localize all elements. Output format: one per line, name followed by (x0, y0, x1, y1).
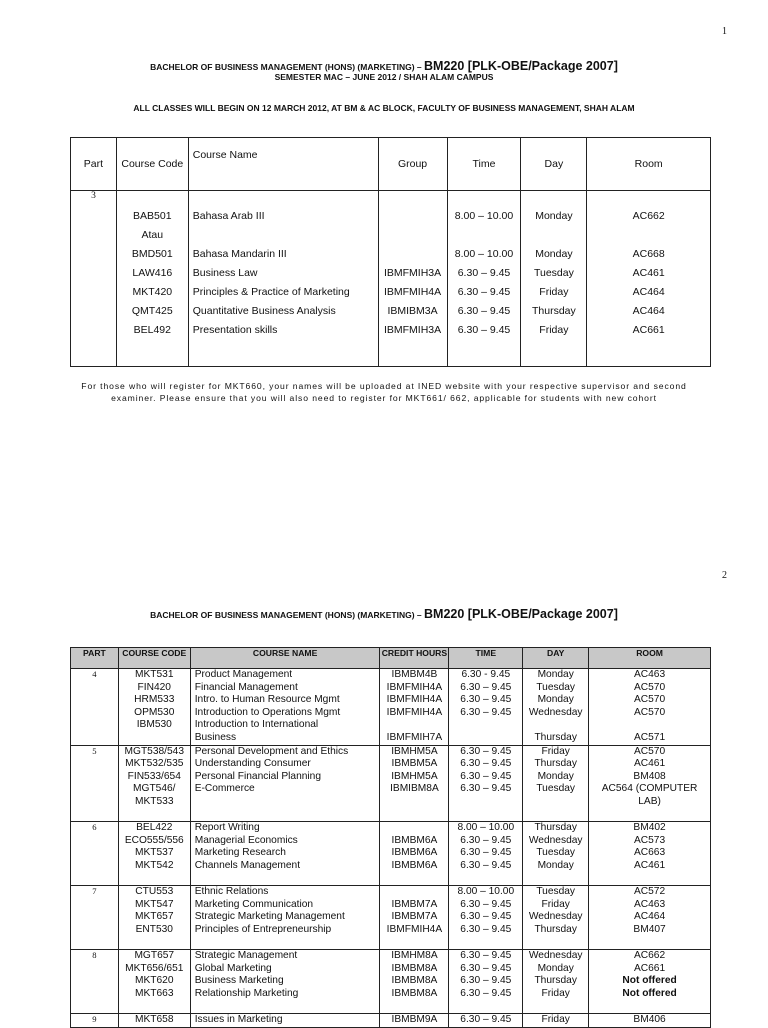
cell-line (380, 822, 448, 835)
cell-line: BM408 (633, 770, 666, 782)
time-cell (449, 886, 522, 949)
cell-line: 6.30 – 9.45 (460, 834, 512, 846)
cell-line: Product Management (194, 669, 293, 680)
cell-line: Friday (541, 1014, 570, 1026)
header-group: Group (378, 138, 447, 191)
header-time: Time (447, 138, 521, 191)
cell-line: MGT538/543 (124, 745, 184, 757)
cell-line: Strategic Management (194, 950, 298, 962)
cell-line: Not offered (622, 975, 677, 987)
cell-line: IBMBM9A (391, 1014, 438, 1026)
cell-line (449, 1000, 522, 1013)
cell-line: Business (194, 731, 237, 743)
cell-line: Friday (539, 324, 569, 336)
cell-line: AC572 (633, 886, 666, 898)
cell-line: MKT532/535 (125, 758, 184, 770)
cell-line: AC663 (633, 847, 666, 859)
cell-line: Bahasa Arab III (192, 210, 265, 222)
cell-line: IBMHM5A (391, 770, 438, 782)
header-day: Day (521, 138, 587, 191)
cell-line: FIN533/654 (127, 770, 181, 782)
cell-line: Relationship Marketing (194, 987, 299, 999)
course-name-column (193, 191, 378, 340)
cell-line: Friday (541, 987, 570, 999)
cell-line: MKT531 (135, 669, 174, 680)
cell-line: BM406 (633, 1014, 666, 1026)
cell-line: AC564 (COMPUTER (601, 783, 698, 795)
course-name-cell (195, 950, 380, 1013)
room-cell (589, 886, 710, 949)
cell-line: LAB) (638, 795, 661, 807)
cell-line: 6.30 – 9.45 (457, 324, 511, 336)
cell-line: Introduction to International (194, 719, 319, 731)
time-cell (449, 1014, 522, 1027)
cell-line: AC573 (633, 834, 666, 846)
cell-line: IBMBM7A (391, 898, 438, 910)
cell-line: 6.30 – 9.45 (460, 706, 512, 718)
program-title-prefix: BACHELOR OF BUSINESS MANAGEMENT (HONS) (MARKETING) – (150, 62, 422, 72)
cell-line: Friday (541, 745, 570, 757)
registration-note (22, 380, 746, 404)
room-cell (589, 950, 710, 1013)
cell-line: ECO555/556 (124, 834, 184, 846)
cell-line (380, 936, 448, 949)
cell-line: Personal Financial Planning (194, 770, 322, 782)
cell-line: IBMFMIH4A (386, 923, 443, 935)
cell-line: OPM530 (134, 706, 175, 718)
cell-line: FIN420 (137, 681, 171, 693)
cell-line (449, 873, 522, 886)
course-name-cell (195, 886, 380, 949)
cell-line: MKT663 (135, 987, 174, 999)
day-cell (523, 950, 588, 1013)
part-number: 5 (71, 745, 119, 822)
program-title (0, 607, 768, 621)
cell-line: Marketing Communication (194, 898, 314, 910)
cell-line: 6.30 – 9.45 (457, 286, 511, 298)
cell-line: AC661 (633, 962, 666, 974)
cell-line: Bahasa Mandarin III (192, 248, 287, 260)
class-start-notice: ALL CLASSES WILL BEGIN ON 12 MARCH 2012, AT BM & AC BLOCK, FACULTY OF BUSINESS MANAGEMENT, SHAH ALAM (133, 103, 635, 113)
cell-line (523, 1000, 588, 1013)
cell-line: AC464 (632, 286, 665, 298)
cell-line: Wednesday (528, 911, 583, 923)
cell-line: Intro. to Human Resource Mgmt (194, 694, 340, 706)
day-cell (523, 1014, 588, 1027)
cell-line: Introduction to Operations Mgmt (194, 706, 341, 718)
cell-line: MKT656/651 (125, 962, 184, 974)
cell-line (379, 226, 447, 245)
cell-line (119, 873, 190, 886)
cell-line: AC570 (633, 745, 666, 757)
cell-line: CTU553 (135, 886, 174, 898)
cell-line: MGT657 (134, 950, 175, 962)
header-part: Part (71, 138, 117, 191)
cell-line: AC464 (632, 305, 665, 317)
cell-line (119, 732, 190, 745)
room-cell (589, 822, 710, 885)
header-course-name: COURSE NAME (190, 648, 380, 669)
header-course-code: COURSE CODE (118, 648, 190, 669)
cell-line (449, 732, 522, 745)
cell-line: BM402 (633, 822, 666, 834)
cell-line: AC570 (633, 681, 666, 693)
cell-line (587, 226, 710, 245)
cell-line: Ethnic Relations (194, 886, 269, 898)
cell-line: Friday (541, 898, 570, 910)
cell-line: AC661 (632, 324, 665, 336)
cell-line: LAW416 (132, 267, 173, 279)
cell-line: Monday (535, 210, 573, 222)
semester-line: SEMESTER MAC – JUNE 2012 / SHAH ALAM CAMPUS (274, 72, 494, 82)
cell-line: IBMBM8A (391, 975, 438, 987)
day-cell (523, 886, 588, 949)
cell-line: Thursday (534, 923, 577, 935)
cell-line: IBMIBM3A (387, 305, 438, 317)
cell-line (195, 1000, 380, 1013)
cell-line: Thursday (534, 731, 577, 743)
cell-line: IBMBM8A (391, 987, 438, 999)
cell-line (119, 1000, 190, 1013)
course-name-cell (195, 822, 380, 885)
cell-line: Personal Development and Ethics (194, 745, 349, 757)
time-cell (449, 950, 522, 1013)
cell-line (523, 936, 588, 949)
course-name-cell (195, 669, 380, 745)
cell-line: MGT546/ (133, 783, 176, 795)
cell-line: Managerial Economics (194, 834, 298, 846)
cell-line: IBMFMIH3A (383, 324, 442, 336)
cell-line: HRM533 (134, 694, 175, 706)
header-course-name: Course Name (188, 138, 378, 191)
credit-hours-cell (380, 746, 448, 822)
cell-line (589, 873, 710, 886)
program-code: BM220 [PLK-OBE/Package 2007] (424, 607, 618, 621)
cell-line: AC570 (633, 694, 666, 706)
cell-line: Channels Management (194, 859, 301, 871)
header-credit-hours: CREDIT HOURS (380, 648, 449, 669)
cell-line: IBMBM6A (391, 859, 438, 871)
cell-line: Not offered (622, 987, 677, 999)
cell-line (523, 796, 588, 809)
cell-line: IBMHM8A (391, 950, 438, 962)
header-time: TIME (449, 648, 523, 669)
part-number: 6 (71, 822, 119, 886)
cell-line: AC464 (633, 911, 666, 923)
cell-line: 6.30 – 9.45 (460, 758, 512, 770)
cell-line: Tuesday (536, 783, 576, 795)
program-title (0, 59, 768, 73)
cell-line: 6.30 – 9.45 (460, 962, 512, 974)
cell-line: IBM530 (136, 719, 172, 731)
cell-line (380, 796, 448, 809)
header-room: Room (587, 138, 711, 191)
cell-line (380, 809, 448, 822)
cell-line (449, 719, 522, 732)
registration-note-line1: For those who will register for MKT660, your names will be uploaded at INED website with your respective supervisor and second (81, 381, 687, 391)
cell-line: Monday (537, 669, 574, 680)
cell-line: Financial Management (194, 681, 298, 693)
cell-line: 6.30 – 9.45 (460, 911, 512, 923)
cell-line: 6.30 – 9.45 (457, 267, 511, 279)
cell-line: Atau (141, 229, 164, 241)
cell-line: BAB501 (133, 210, 172, 222)
cell-line: IBMBM4B (391, 669, 438, 680)
cell-line: ENT530 (135, 923, 173, 935)
time-cell (449, 669, 522, 745)
course-code-cell (119, 669, 190, 745)
cell-line: IBMBM7A (391, 911, 438, 923)
cell-line: 6.30 – 9.45 (460, 859, 512, 871)
cell-line: AC571 (633, 731, 666, 743)
cell-line: 6.30 – 9.45 (460, 681, 512, 693)
table-row (71, 191, 711, 367)
cell-line: IBMFMIH4A (386, 694, 443, 706)
part-group-row (71, 950, 711, 1014)
cell-line: AC668 (632, 248, 665, 260)
cell-line: IBMBM6A (391, 847, 438, 859)
part-group-row (71, 886, 711, 950)
course-code-cell (119, 822, 190, 885)
cell-line (119, 936, 190, 949)
cell-line (589, 809, 710, 822)
cell-line (523, 719, 588, 732)
cell-line: Friday (539, 286, 569, 298)
part-group-row (71, 745, 711, 822)
day-cell (523, 669, 588, 745)
cell-line: Business Law (192, 267, 258, 279)
cell-line: 6.30 - 9.45 (461, 669, 511, 680)
cell-line (589, 719, 710, 732)
credit-hours-cell (380, 822, 448, 885)
cell-line: 6.30 – 9.45 (460, 694, 512, 706)
part-group-row (71, 1014, 711, 1028)
cell-line: MKT542 (135, 859, 174, 871)
cell-line (589, 936, 710, 949)
cell-line (195, 936, 380, 949)
day-cell (523, 822, 588, 885)
cell-line: Thursday (534, 758, 577, 770)
part-number: 8 (71, 950, 119, 1014)
cell-line: IBMIBM8A (390, 783, 439, 795)
cell-line: Understanding Consumer (194, 758, 311, 770)
room-cell (589, 746, 710, 822)
cell-line: Business Marketing (194, 975, 284, 987)
room-cell (589, 1014, 710, 1027)
course-code-cell (119, 746, 190, 822)
room-cell (589, 669, 710, 745)
credit-hours-cell (380, 1014, 448, 1027)
cell-line: AC463 (633, 669, 666, 680)
course-code-cell (119, 886, 190, 949)
cell-line: 6.30 – 9.45 (460, 950, 512, 962)
cell-line: MKT620 (135, 975, 174, 987)
cell-line (449, 809, 522, 822)
header-course-code: Course Code (116, 138, 188, 191)
cell-line: 6.30 – 9.45 (460, 987, 512, 999)
cell-line: IBMBM5A (391, 758, 438, 770)
cell-line: IBMFMIH7A (386, 731, 443, 743)
header-room: ROOM (589, 648, 711, 669)
cell-line: IBMFMIH4A (386, 706, 443, 718)
course-name-cell (195, 1014, 380, 1027)
table-header-row (71, 648, 711, 669)
cell-line: 8.00 – 10.00 (457, 822, 515, 834)
page-number: 2 (722, 570, 727, 581)
cell-line: MKT547 (135, 898, 174, 910)
cell-line: BEL492 (133, 324, 171, 336)
cell-line: MKT420 (132, 286, 173, 298)
part-group-row (71, 669, 711, 746)
cell-line: Marketing Research (194, 847, 286, 859)
cell-line: 6.30 – 9.45 (460, 770, 512, 782)
part-number: 3 (71, 191, 117, 367)
cell-line: IBMBM8A (391, 962, 438, 974)
cell-line: Principles & Practice of Marketing (192, 286, 350, 298)
day-cell (523, 746, 588, 822)
cell-line: Tuesday (536, 886, 576, 898)
cell-line: Wednesday (528, 834, 583, 846)
cell-line: Strategic Marketing Management (194, 911, 345, 923)
cell-line: Quantitative Business Analysis (192, 305, 336, 317)
cell-line: Thursday (534, 975, 577, 987)
cell-line: MKT657 (135, 911, 174, 923)
part-number: 4 (71, 669, 119, 746)
cell-line: AC463 (633, 898, 666, 910)
cell-line: 8.00 – 10.00 (457, 886, 515, 898)
page-number: 1 (722, 26, 727, 37)
cell-line: AC570 (633, 706, 666, 718)
cell-line: Thursday (534, 822, 577, 834)
cell-line: 6.30 – 9.45 (460, 898, 512, 910)
credit-hours-cell (380, 950, 448, 1013)
cell-line: Report Writing (194, 822, 260, 834)
cell-line (523, 809, 588, 822)
cell-line: Global Marketing (194, 962, 272, 974)
course-code-column (117, 191, 188, 340)
cell-line: Monday (535, 248, 573, 260)
cell-line: BM407 (633, 923, 666, 935)
cell-line: AC662 (633, 950, 666, 962)
part-number: 7 (71, 886, 119, 950)
header-part: PART (71, 648, 119, 669)
cell-line: Tuesday (536, 847, 576, 859)
cell-line (379, 207, 447, 226)
timetable-parts-4-9 (70, 647, 711, 1028)
timetable-part3 (70, 137, 711, 367)
cell-line (521, 226, 586, 245)
cell-line: Wednesday (528, 950, 583, 962)
cell-line: Thursday (532, 305, 576, 317)
cell-line (589, 1000, 710, 1013)
credit-hours-cell (380, 669, 448, 745)
cell-line (523, 873, 588, 886)
header-day: DAY (523, 648, 589, 669)
cell-line: MKT533 (135, 795, 174, 807)
cell-line: 6.30 – 9.45 (460, 847, 512, 859)
cell-line (379, 245, 447, 264)
cell-line: AC461 (632, 267, 665, 279)
registration-note-line2: examiner. Please ensure that you will also need to register for MKT661/ 662, applicable for students with new cohort (111, 393, 657, 403)
credit-hours-cell (380, 886, 448, 949)
time-cell (449, 746, 522, 822)
cell-line: BMD501 (131, 248, 173, 260)
cell-line (195, 796, 380, 809)
cell-line: IBMBM6A (391, 834, 438, 846)
cell-line: Issues in Marketing (194, 1014, 283, 1026)
cell-line: AC662 (632, 210, 665, 222)
cell-line: Monday (537, 962, 574, 974)
cell-line: AC461 (633, 859, 666, 871)
cell-line: Wednesday (528, 706, 583, 718)
course-code-cell (119, 1014, 190, 1027)
cell-line (195, 873, 380, 886)
program-title-prefix: BACHELOR OF BUSINESS MANAGEMENT (HONS) (MARKETING) – (150, 610, 422, 620)
day-column (521, 191, 586, 340)
cell-line: Principles of Entrepreneurship (194, 923, 332, 935)
program-code: BM220 [PLK-OBE/Package 2007] (424, 59, 618, 73)
cell-line: Tuesday (536, 681, 576, 693)
room-column (587, 191, 710, 340)
cell-line (380, 873, 448, 886)
cell-line (380, 1000, 448, 1013)
cell-line: BEL422 (136, 822, 173, 834)
cell-line: Tuesday (533, 267, 574, 279)
time-cell (449, 822, 522, 885)
cell-line: Monday (537, 694, 574, 706)
cell-line: QMT425 (131, 305, 173, 317)
cell-line: AC461 (633, 758, 666, 770)
part-number: 9 (71, 1014, 119, 1028)
cell-line: 6.30 – 9.45 (457, 305, 511, 317)
cell-line: 6.30 – 9.45 (460, 923, 512, 935)
course-name-cell (195, 746, 380, 822)
cell-line: IBMHM5A (391, 745, 438, 757)
cell-line: Monday (537, 770, 574, 782)
cell-line: 6.30 – 9.45 (460, 783, 512, 795)
cell-line: 6.30 – 9.45 (460, 975, 512, 987)
cell-line: E-Commerce (194, 783, 255, 795)
cell-line (380, 719, 448, 732)
part-group-row (71, 822, 711, 886)
cell-line: Presentation skills (192, 324, 278, 336)
cell-line: 6.30 – 9.45 (460, 1014, 512, 1026)
table-header-row (71, 138, 711, 191)
cell-line: MKT658 (135, 1014, 174, 1026)
cell-line (193, 226, 378, 245)
cell-line: IBMFMIH4A (383, 286, 442, 298)
cell-line: MKT537 (135, 847, 174, 859)
cell-line (119, 809, 190, 822)
group-column (379, 191, 447, 340)
cell-line (448, 226, 521, 245)
time-column (448, 191, 521, 340)
cell-line (195, 809, 380, 822)
cell-line: IBMFMIH3A (383, 267, 442, 279)
cell-line: Monday (537, 859, 574, 871)
cell-line (449, 936, 522, 949)
course-code-cell (119, 950, 190, 1013)
cell-line (380, 886, 448, 899)
cell-line (449, 796, 522, 809)
cell-line: IBMFMIH4A (386, 681, 443, 693)
cell-line: 8.00 – 10.00 (454, 210, 514, 222)
cell-line: 8.00 – 10.00 (454, 248, 514, 260)
cell-line: 6.30 – 9.45 (460, 745, 512, 757)
